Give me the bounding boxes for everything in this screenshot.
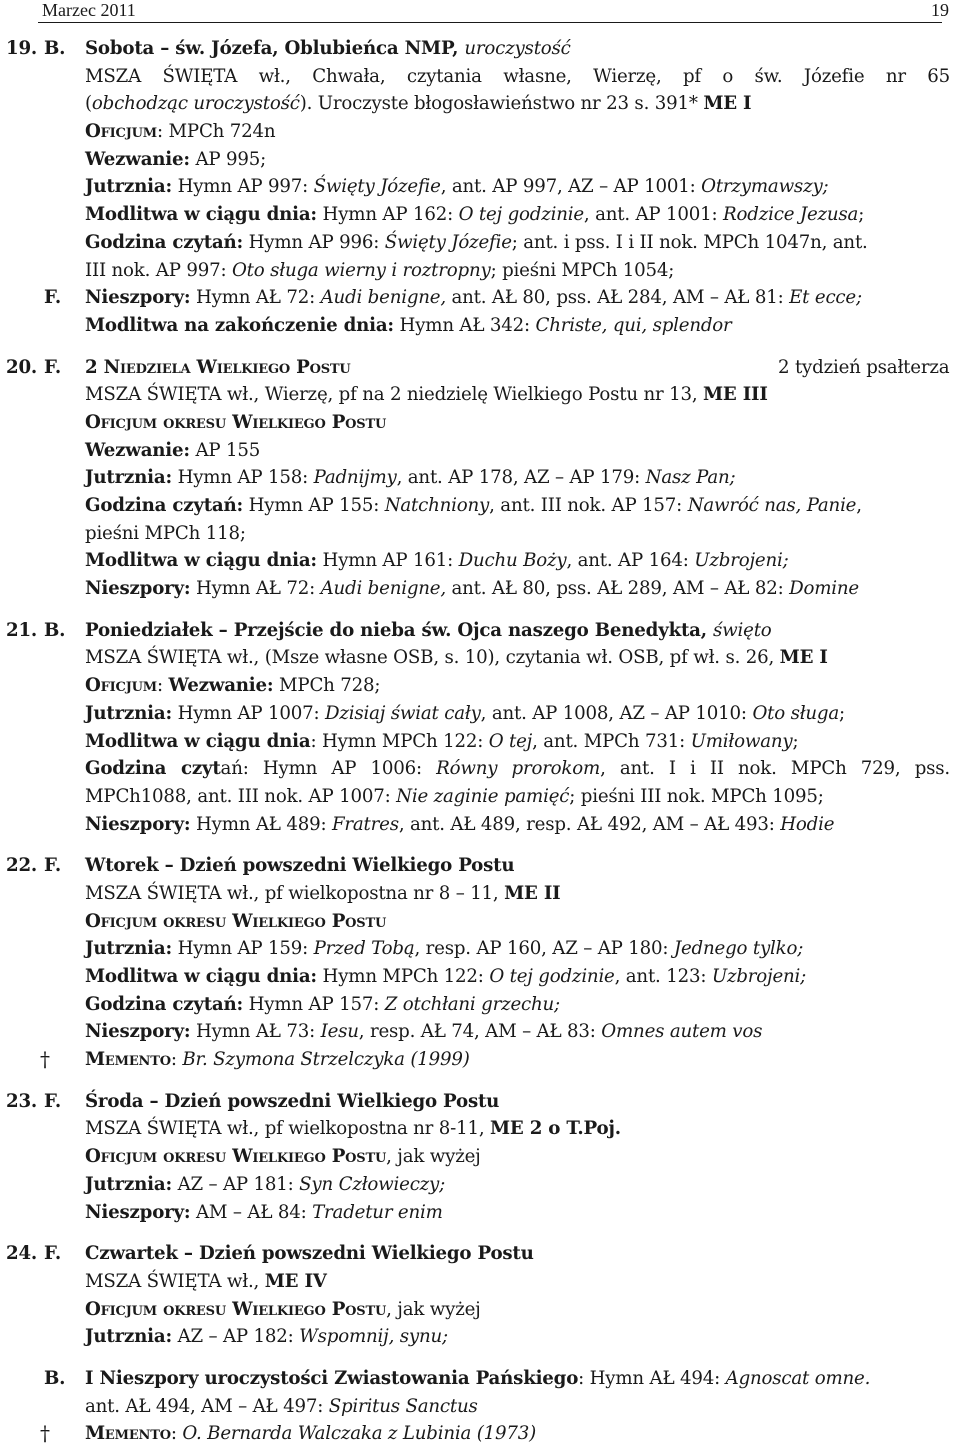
text-segment: Środa – Dzień powszedni Wielkiego Postu xyxy=(85,1090,500,1112)
text-segment: ). Uroczyste błogosławieństwo nr 23 s. 391* xyxy=(299,93,704,115)
text-segment: ant. AŁ 80, pss. AŁ 284, AM – AŁ 81: xyxy=(445,287,790,309)
text-segment: Nieszpory: xyxy=(85,813,191,835)
text-segment: Modlitwa w ciągu dnia: xyxy=(85,966,317,987)
line-text xyxy=(85,672,960,700)
text-segment: Dzisiaj świat cały xyxy=(325,702,481,724)
text-segment: Hymn AP 155: xyxy=(243,495,385,516)
entry-line xyxy=(0,146,960,174)
entry-line xyxy=(0,257,960,285)
text-segment: MPCh1088, ant. III nok. AP 1007: xyxy=(85,785,397,807)
text-segment: Modlitwa w ciągu dnia xyxy=(85,730,311,752)
header-month: Marzec 2011 xyxy=(42,0,136,20)
text-segment: , ant. AP 1008, AZ – AP 1010: xyxy=(480,702,753,724)
day-number: 20. xyxy=(6,356,38,378)
line-text xyxy=(85,852,960,880)
entry-line xyxy=(0,1088,960,1116)
line-text xyxy=(85,908,960,936)
text-segment: święto xyxy=(713,619,772,641)
text-segment: Natchniony xyxy=(384,495,490,516)
entry-line xyxy=(0,464,960,492)
line-text xyxy=(85,381,960,409)
line-text xyxy=(85,755,950,783)
entry-line xyxy=(0,880,960,908)
entry-line xyxy=(0,1365,960,1393)
text-segment: Sobota – św. Józefa, Oblubieńca NMP, xyxy=(85,38,465,59)
line-text xyxy=(85,1420,960,1448)
text-segment: Hymn AP 158: xyxy=(171,467,314,489)
text-segment: I Nieszpory uroczystości Zwiastowania Pańskiego xyxy=(85,1367,579,1389)
text-segment: O tej xyxy=(488,730,533,752)
entry-line xyxy=(0,520,960,548)
entry-line xyxy=(0,492,960,520)
text-segment: Nie zaginie pamięć xyxy=(396,785,570,807)
text-segment: MSZA ŚWIĘTA wł., pf wielkopostna nr 8 – 11, xyxy=(85,882,505,904)
text-segment: MPCh 728; xyxy=(273,675,381,697)
day-entry xyxy=(0,603,960,839)
liturgical-color-letter: F. xyxy=(44,287,62,309)
psalter-week-note: 2 tydzień psałterza xyxy=(778,356,950,378)
text-segment: O. Bernarda Walczaka z Lubinia (1973) xyxy=(182,1423,536,1445)
text-segment: Jednego tylko; xyxy=(673,938,804,960)
text-segment: Padnijmy xyxy=(313,467,397,489)
text-segment: Nieszpory: xyxy=(85,578,191,600)
page-number: 19 xyxy=(931,0,949,20)
text-segment: AP 995; xyxy=(189,148,267,170)
liturgical-color-letter: B. xyxy=(44,38,66,59)
text-segment: Rodzice Jezusa xyxy=(723,204,859,226)
text-segment: Tradetur enim xyxy=(312,1201,443,1223)
entry-line xyxy=(0,229,960,257)
text-segment: Oto sługa xyxy=(752,702,840,724)
line-text xyxy=(85,1046,960,1074)
text-segment: : MPCh 724n xyxy=(156,121,276,143)
entry-spacer xyxy=(0,340,960,354)
text-segment: Hymn AP 997: xyxy=(171,176,314,198)
text-segment: , ant. 123: xyxy=(614,966,712,987)
entry-line xyxy=(0,1296,960,1324)
line-text xyxy=(85,575,960,603)
header-rule xyxy=(38,22,942,23)
text-segment: , ant. AP 997, AZ – AP 1001: xyxy=(440,176,702,198)
entry-spacer xyxy=(0,603,960,617)
line-text xyxy=(85,783,960,811)
day-entry xyxy=(0,35,960,340)
text-segment: , ant. AP 1001: xyxy=(583,204,724,226)
line-text xyxy=(85,312,960,340)
page-header xyxy=(0,0,960,22)
text-segment: MSZA ŚWIĘTA wł., pf wielkopostna nr 8-11, xyxy=(85,1118,490,1140)
text-segment: Modlitwa w ciągu dnia: xyxy=(85,204,317,226)
liturgical-color-letter: B. xyxy=(44,1367,66,1389)
line-text xyxy=(85,90,960,118)
text-segment: Oficjum xyxy=(85,675,157,697)
text-segment: obchodząc uroczystość xyxy=(91,93,300,115)
text-segment: pieśni MPCh 118; xyxy=(85,522,246,544)
entry-line xyxy=(0,1143,960,1171)
text-segment: Hymn AŁ 489: xyxy=(190,813,332,835)
text-segment: ; pieśni III nok. MPCh 1095; xyxy=(569,785,824,807)
text-segment: Uzbrojeni; xyxy=(694,550,789,572)
text-segment: Hymn AŁ 342: xyxy=(393,314,536,336)
text-segment: AZ – AP 181: xyxy=(171,1173,300,1195)
line-text xyxy=(85,1115,960,1143)
line-text xyxy=(85,1393,960,1421)
entry-line xyxy=(0,935,960,963)
entry-line xyxy=(0,811,960,839)
text-segment: , jak wyżej xyxy=(386,1146,481,1168)
text-segment: Oto sługa wierny i roztropny xyxy=(231,259,491,281)
text-segment: Memento xyxy=(85,1049,171,1071)
text-segment: Wezwanie: xyxy=(85,148,190,170)
text-segment: Oficjum xyxy=(85,121,157,143)
text-segment: ME I xyxy=(703,93,752,115)
entry-line xyxy=(0,547,960,575)
entry-line xyxy=(0,1323,960,1351)
entry-line xyxy=(0,118,960,146)
entry-line xyxy=(0,672,960,700)
entry-line xyxy=(0,963,960,991)
text-segment: ME III xyxy=(703,384,768,406)
entry-line xyxy=(0,1268,960,1296)
text-segment: Godzina czytań: xyxy=(85,231,244,253)
text-segment: AM – AŁ 84: xyxy=(190,1201,313,1223)
text-segment: Hymn MPCh 122: xyxy=(316,966,490,987)
text-segment: Oficjum okresu Wielkiego Postu xyxy=(85,910,387,932)
day-entry xyxy=(0,340,960,603)
day-number: 19. xyxy=(6,38,38,59)
text-segment: Wezwanie: xyxy=(85,439,190,461)
text-segment: O tej godzinie xyxy=(489,966,615,987)
cross-icon: † xyxy=(40,1421,50,1446)
day-number: 22. xyxy=(6,855,38,877)
line-text xyxy=(85,811,960,839)
text-segment: , ant. III nok. AP 157: xyxy=(489,495,688,516)
text-segment: ; xyxy=(858,204,865,226)
entry-line xyxy=(0,63,960,91)
text-segment: ME IV xyxy=(264,1270,327,1292)
text-segment: Wspomnij, synu; xyxy=(299,1326,448,1348)
text-segment: Równy prorokom xyxy=(436,758,601,780)
text-segment: Spiritus Sanctus xyxy=(328,1395,478,1417)
line-text xyxy=(85,146,960,174)
text-segment: Jutrznia: xyxy=(85,176,172,198)
line-text xyxy=(85,1365,960,1393)
text-segment: Przed Tobą xyxy=(313,938,415,960)
day-entry xyxy=(0,1074,960,1226)
liturgical-color-letter: F. xyxy=(44,855,62,877)
entry-line xyxy=(0,381,960,409)
text-segment: MSZA ŚWIĘTA wł., Chwała, czytania własne, Wierzę, pf o św. Józefie nr 65 xyxy=(85,65,950,87)
cross-icon: † xyxy=(40,1047,50,1072)
text-segment: Oficjum okresu Wielkiego Postu xyxy=(85,1298,387,1320)
line-text xyxy=(85,1268,960,1296)
entry-line xyxy=(0,991,960,1019)
text-segment: Modlitwa na zakończenie dnia: xyxy=(85,314,394,336)
day-entry xyxy=(0,838,960,1074)
text-segment: Hymn AP 161: xyxy=(316,550,459,572)
entry-line xyxy=(0,1420,960,1448)
text-segment: Oficjum okresu Wielkiego Postu xyxy=(85,1146,387,1168)
text-segment: Nieszpory: xyxy=(85,287,191,309)
text-segment: ań: Hymn AP 1006: xyxy=(220,758,437,780)
day-number: 23. xyxy=(6,1090,38,1112)
text-segment: : xyxy=(170,1049,183,1071)
entry-line xyxy=(0,201,960,229)
entry-line xyxy=(0,1199,960,1227)
entry-spacer xyxy=(0,838,960,852)
line-text xyxy=(85,409,960,437)
text-segment: Et ecce; xyxy=(789,287,862,309)
text-segment: Hymn AŁ 72: xyxy=(190,578,321,600)
text-segment: ; xyxy=(792,730,799,752)
text-segment: Omnes autem vos xyxy=(601,1021,763,1043)
text-segment: 2 Niedziela Wielkiego Postu xyxy=(85,356,351,378)
entry-line xyxy=(0,1393,960,1421)
text-segment: MSZA ŚWIĘTA wł., Wierzę, pf na 2 niedzielę Wielkiego Postu nr 13, xyxy=(85,384,703,406)
text-segment: Jutrznia: xyxy=(85,1173,172,1195)
entry-line xyxy=(0,437,960,465)
line-text xyxy=(85,963,960,991)
line-text xyxy=(85,1240,960,1268)
text-segment: , ant. I i II nok. MPCh 729, pss. xyxy=(600,758,950,780)
liturgical-color-letter: F. xyxy=(44,1090,62,1112)
line-text xyxy=(85,1199,960,1227)
text-segment: Syn Człowieczy; xyxy=(299,1173,446,1195)
text-segment: ant. AŁ 494, AM – AŁ 497: xyxy=(85,1395,329,1417)
line-text xyxy=(85,464,960,492)
text-segment: O tej godzinie xyxy=(458,204,584,226)
entry-line xyxy=(0,173,960,201)
text-segment: Poniedziałek – Przejście do nieba św. Ojca naszego Benedykta, xyxy=(85,619,714,641)
text-segment: Nasz Pan; xyxy=(645,467,736,489)
entry-line xyxy=(0,617,960,645)
entry-line xyxy=(0,90,960,118)
text-segment: Święty Józefie xyxy=(384,231,512,253)
line-text xyxy=(85,1088,960,1116)
text-segment: , ant. AŁ 489, resp. AŁ 492, AM – AŁ 493: xyxy=(398,813,781,835)
entry-line xyxy=(0,1018,960,1046)
entry-line xyxy=(0,1046,960,1074)
line-text xyxy=(85,935,960,963)
text-segment: Wezwanie: xyxy=(168,675,274,697)
line-text xyxy=(85,880,960,908)
entry-line xyxy=(0,284,960,312)
text-segment: Jutrznia: xyxy=(85,938,172,960)
line-text xyxy=(85,1171,960,1199)
entry-line xyxy=(0,755,960,783)
text-segment: ME 2 o T.Poj. xyxy=(489,1118,621,1140)
text-segment: Hymn AŁ 72: xyxy=(190,287,321,309)
text-segment: Memento xyxy=(85,1423,171,1445)
line-text xyxy=(85,991,960,1019)
text-segment: AP 155 xyxy=(189,439,261,461)
entry-spacer xyxy=(0,1226,960,1240)
text-segment: AZ – AP 182: xyxy=(171,1326,300,1348)
text-segment: MSZA ŚWIĘTA wł., (Msze własne OSB, s. 10), czytania wł. OSB, pf wł. s. 26, xyxy=(85,647,780,669)
text-segment: Fratres xyxy=(331,813,399,835)
liturgical-color-letter: F. xyxy=(44,356,62,378)
text-segment: ME II xyxy=(504,882,561,904)
line-text xyxy=(85,617,960,645)
text-segment: ( xyxy=(85,93,92,115)
text-segment: : xyxy=(156,675,169,697)
text-segment: Audi benigne, xyxy=(320,287,446,309)
text-segment: Audi benigne, xyxy=(320,578,446,600)
text-segment: Agnoscat omne. xyxy=(725,1367,871,1389)
text-segment: Nawróć nas, Panie xyxy=(687,495,857,516)
line-text xyxy=(85,229,960,257)
entry-line xyxy=(0,409,960,437)
line-text xyxy=(85,644,960,672)
text-segment: : xyxy=(170,1423,183,1445)
text-segment: ME I xyxy=(779,647,828,669)
line-text xyxy=(85,1323,960,1351)
entry-line xyxy=(0,1171,960,1199)
entry-line xyxy=(0,783,960,811)
text-segment: Święty Józefie xyxy=(313,176,441,198)
line-text xyxy=(85,63,950,91)
entry-line xyxy=(0,35,960,63)
text-segment: Godzina czytań: xyxy=(85,993,244,1015)
text-segment: : Hymn AŁ 494: xyxy=(578,1367,726,1389)
line-text xyxy=(85,728,960,756)
entry-line xyxy=(0,852,960,880)
text-segment: Wtorek – Dzień powszedni Wielkiego Postu xyxy=(85,855,515,877)
text-segment: Jutrznia: xyxy=(85,467,172,489)
text-segment: ; ant. i pss. I i II nok. MPCh 1047n, ant. xyxy=(511,231,868,253)
entry-line xyxy=(0,1240,960,1268)
text-segment: Hymn AP 1007: xyxy=(171,702,325,724)
text-segment: Hymn AP 157: xyxy=(243,993,385,1015)
text-segment: Hymn AP 159: xyxy=(171,938,314,960)
text-segment: Hodie xyxy=(780,813,835,835)
text-segment: Godzina czytań: xyxy=(85,495,244,516)
text-segment: , xyxy=(856,495,862,516)
day-entry xyxy=(0,1226,960,1448)
line-text xyxy=(85,492,960,520)
text-segment: uroczystość xyxy=(464,38,571,59)
text-segment: Hymn AP 162: xyxy=(316,204,459,226)
text-segment: Hymn AŁ 73: xyxy=(190,1021,321,1043)
text-segment: Umiłowany xyxy=(690,730,793,752)
text-segment: Godzina czyt xyxy=(85,758,221,780)
line-text xyxy=(85,118,960,146)
entry-line xyxy=(0,700,960,728)
text-segment: Domine xyxy=(789,578,859,600)
text-segment: MSZA ŚWIĘTA wł., xyxy=(85,1270,265,1292)
entry-line xyxy=(0,354,960,382)
text-segment: Duchu Boży xyxy=(458,550,567,572)
liturgical-color-letter: F. xyxy=(44,1243,62,1265)
text-segment: : Hymn MPCh 122: xyxy=(310,730,489,752)
day-number: 21. xyxy=(6,619,38,641)
entry-line xyxy=(0,575,960,603)
entry-line xyxy=(0,908,960,936)
text-segment: ant. AŁ 80, pss. AŁ 289, AM – AŁ 82: xyxy=(445,578,790,600)
text-segment: Uzbrojeni; xyxy=(711,966,807,987)
line-text xyxy=(85,1143,960,1171)
text-segment: Otrzymawszy; xyxy=(701,176,829,198)
text-segment: , jak wyżej xyxy=(386,1298,481,1320)
line-text xyxy=(85,35,960,63)
text-segment: Nieszpory: xyxy=(85,1201,191,1223)
line-text xyxy=(85,284,960,312)
liturgical-color-letter: B. xyxy=(44,619,66,641)
text-segment: , ant. AP 164: xyxy=(566,550,695,572)
entry-line xyxy=(0,312,960,340)
text-segment: Jutrznia: xyxy=(85,1326,172,1348)
text-segment: Oficjum okresu Wielkiego Postu xyxy=(85,411,387,433)
calendar-content xyxy=(0,35,960,1448)
line-text xyxy=(85,173,960,201)
text-segment: , resp. AŁ 74, AM – AŁ 83: xyxy=(358,1021,602,1043)
text-segment: , resp. AP 160, AZ – AP 180: xyxy=(414,938,674,960)
text-segment: III nok. AP 997: xyxy=(85,259,232,281)
text-segment: Christe, qui, splendor xyxy=(535,314,732,336)
entry-line xyxy=(0,644,960,672)
line-text xyxy=(85,437,960,465)
entry-line xyxy=(0,728,960,756)
text-segment: , ant. MPCh 731: xyxy=(532,730,691,752)
line-text xyxy=(85,1296,960,1324)
text-segment: ; xyxy=(839,702,845,724)
line-text xyxy=(85,547,960,575)
text-segment: , ant. AP 178, AZ – AP 179: xyxy=(396,467,646,489)
text-segment: Czwartek – Dzień powszedni Wielkiego Postu xyxy=(85,1243,534,1265)
line-text xyxy=(85,700,960,728)
line-text xyxy=(85,257,960,285)
line-text xyxy=(85,1018,960,1046)
text-segment: Z otchłani grzechu; xyxy=(384,993,560,1015)
text-segment: Modlitwa w ciągu dnia: xyxy=(85,550,317,572)
line-text xyxy=(85,520,960,548)
text-segment: Br. Szymona Strzelczyka (1999) xyxy=(182,1049,470,1071)
text-segment: ; pieśni MPCh 1054; xyxy=(490,259,675,281)
entry-spacer xyxy=(0,1351,960,1365)
entry-spacer xyxy=(0,1074,960,1088)
text-segment: Hymn AP 996: xyxy=(243,231,385,253)
text-segment: Iesu xyxy=(320,1021,359,1043)
line-text xyxy=(85,201,960,229)
day-number: 24. xyxy=(6,1243,38,1265)
text-segment: Jutrznia: xyxy=(85,702,172,724)
text-segment: Nieszpory: xyxy=(85,1021,191,1043)
entry-line xyxy=(0,1115,960,1143)
